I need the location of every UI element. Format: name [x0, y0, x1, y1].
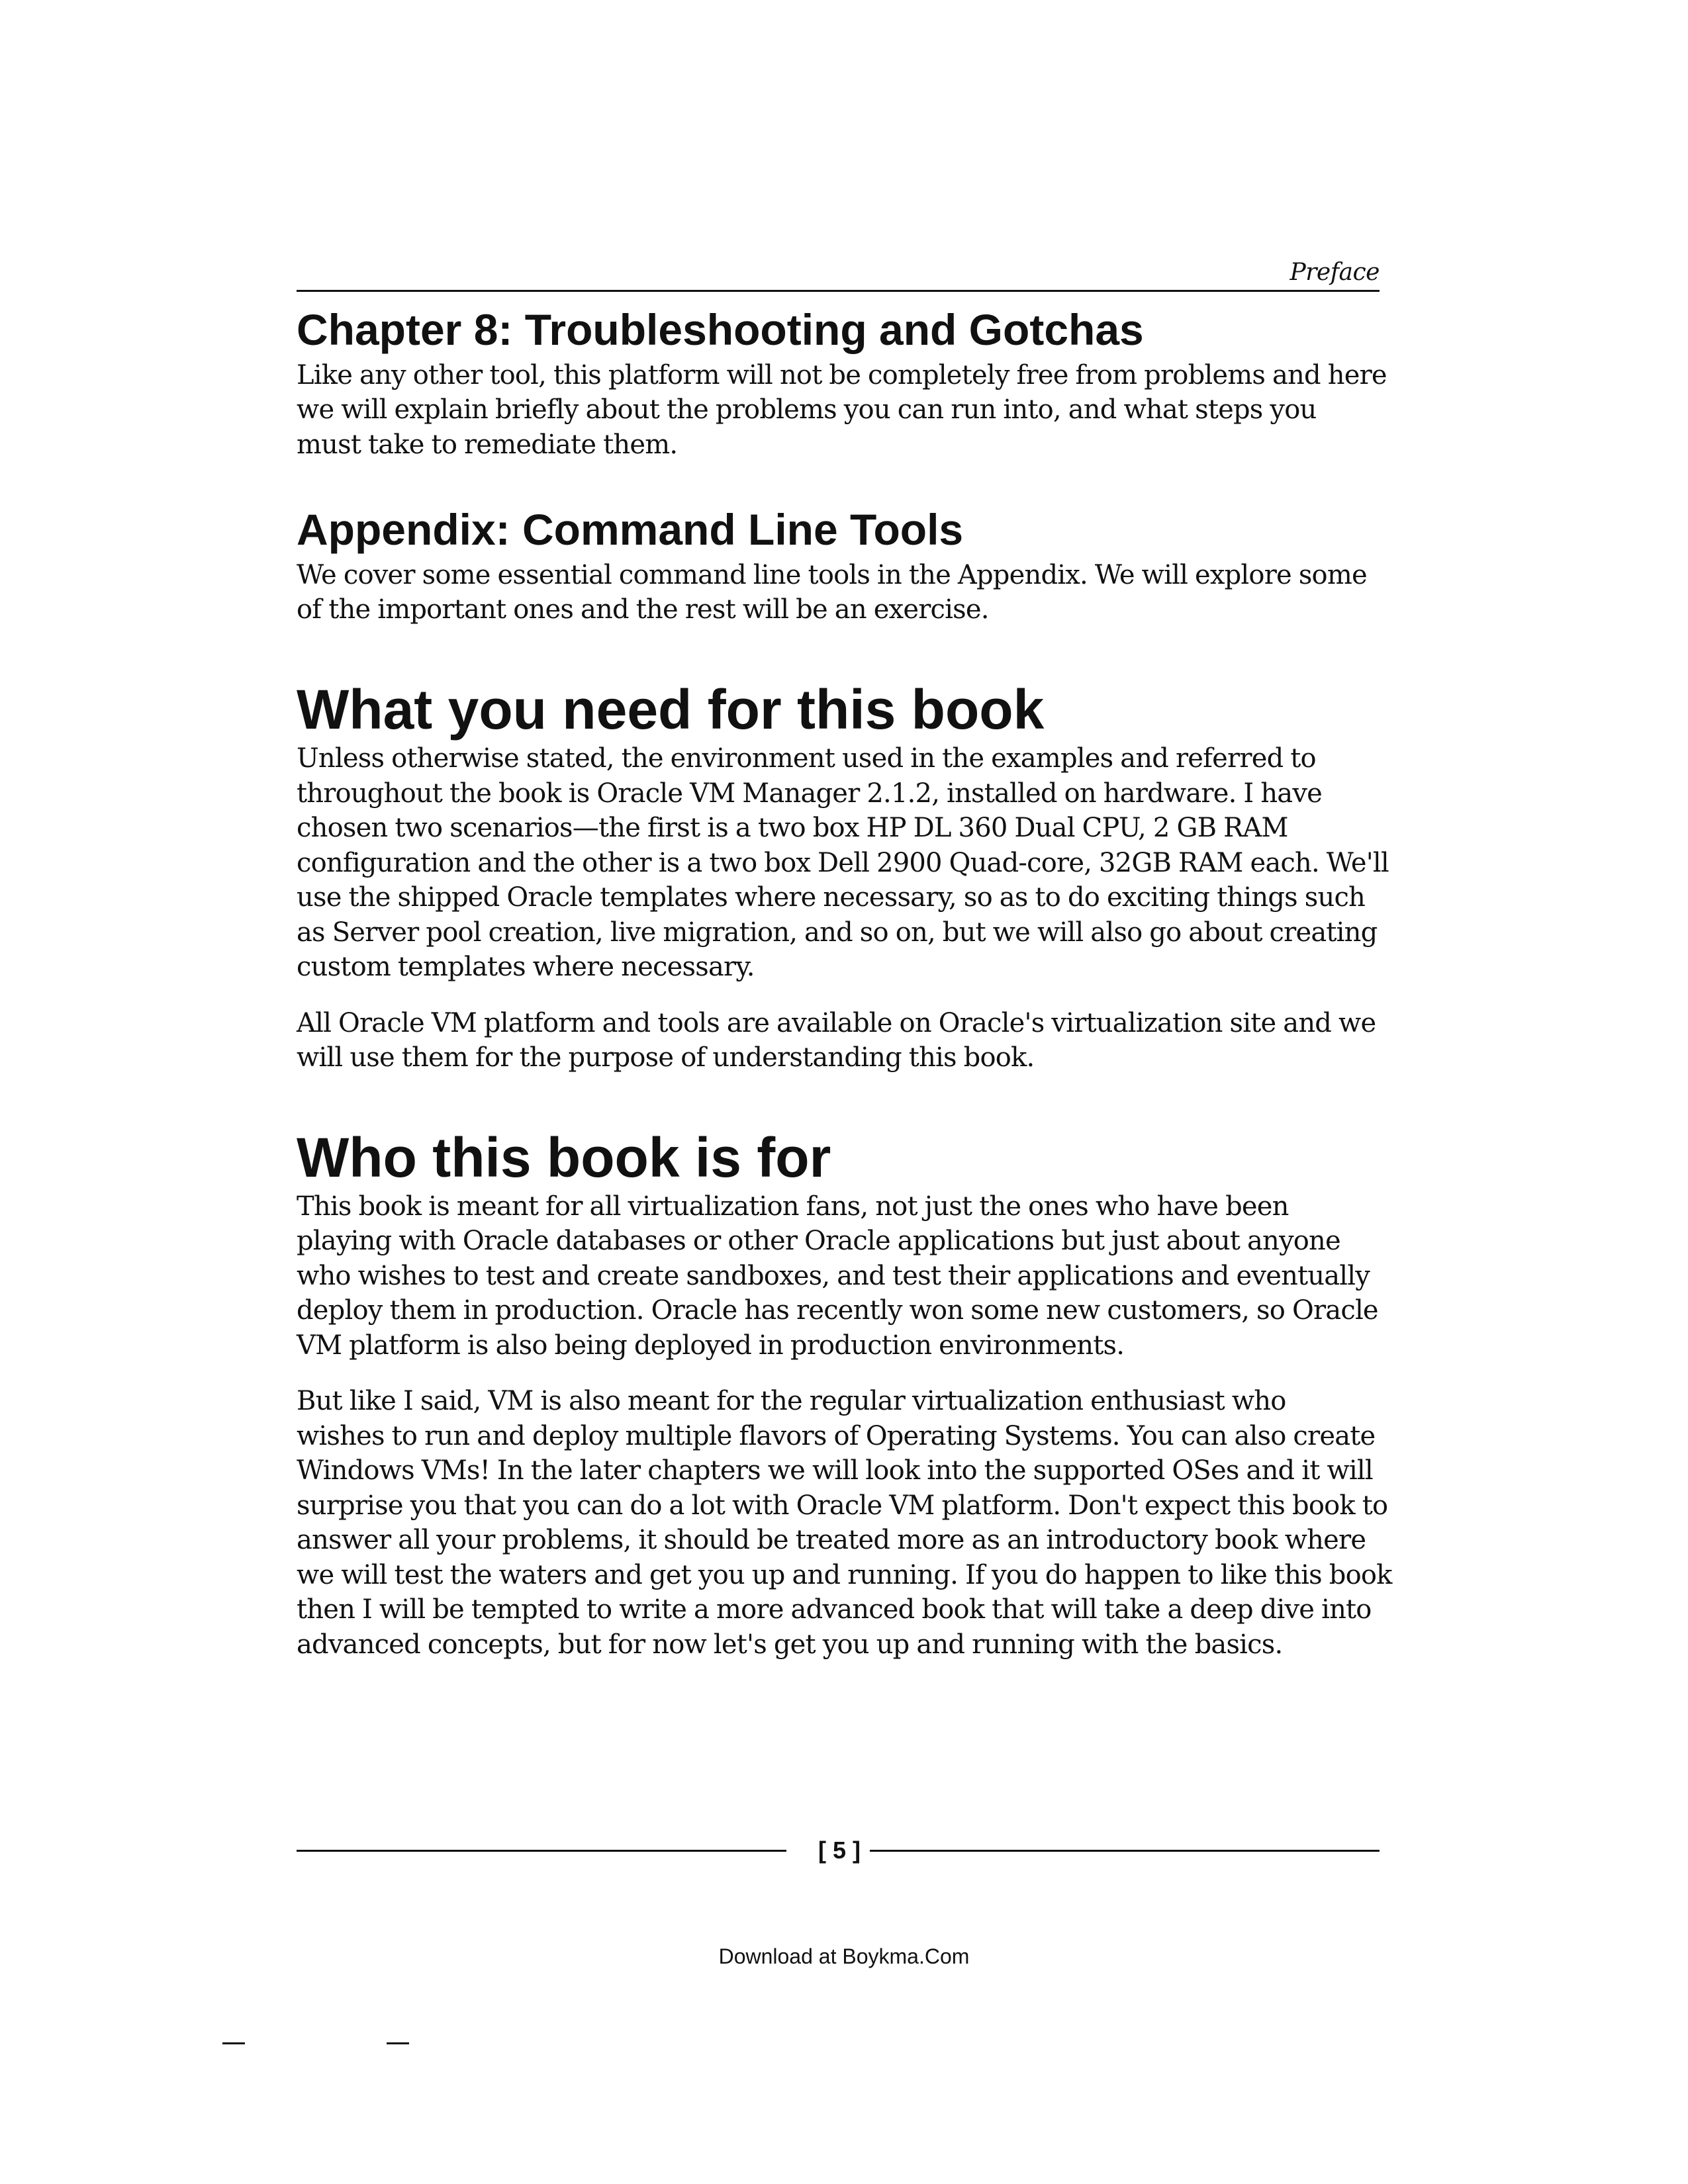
text-line: answer all your problems, it should be treated more as an introductory book where — [297, 1525, 1366, 1556]
text-line: This book is meant for all virtualization fans, not just the ones who have been — [297, 1191, 1289, 1222]
text-line: configuration and the other is a two box Dell 2900 Quad-core, 32GB RAM each. We'll — [297, 847, 1389, 878]
page-footer — [297, 1832, 1380, 1869]
text-line: throughout the book is Oracle VM Manager 2.1.2, installed on hardware. I have — [297, 778, 1322, 809]
text-line: chosen two scenarios—the first is a two box HP DL 360 Dual CPU, 2 GB RAM — [297, 813, 1288, 844]
chapter8-paragraph — [297, 358, 1389, 463]
text-line: surprise you that you can do a lot with Oracle VM platform. Don't expect this book to — [297, 1490, 1388, 1521]
download-note: Download at Boykma.Com — [718, 1944, 970, 1968]
running-head-title: Preface — [1289, 259, 1380, 286]
text-line: custom templates where necessary. — [297, 952, 755, 983]
text-line: deploy them in production. Oracle has recently won some new customers, so Oracle — [297, 1295, 1378, 1326]
appendix-paragraph — [297, 558, 1389, 627]
what-you-need-paragraph-2 — [297, 1006, 1389, 1075]
text-line: wishes to run and deploy multiple flavors of Operating Systems. You can also create — [297, 1420, 1376, 1451]
text-line: we will test the waters and get you up and running. If you do happen to like this book — [297, 1559, 1392, 1590]
text-line: Unless otherwise stated, the environment used in the examples and referred to — [297, 743, 1316, 774]
page-number: [ 5 ] — [818, 1837, 861, 1864]
what-you-need-paragraph-1 — [297, 741, 1389, 985]
appendix-heading: Appendix: Command Line Tools — [297, 505, 964, 555]
text-line: All Oracle VM platform and tools are available on Oracle's virtualization site and we — [297, 1007, 1376, 1038]
who-for-heading: Who this book is for — [297, 1126, 831, 1189]
text-line: must take to remediate them. — [297, 429, 678, 460]
text-line: Windows VMs! In the later chapters we will look into the supported OSes and it will — [297, 1455, 1373, 1486]
who-for-paragraph-1 — [297, 1189, 1389, 1363]
text-line: advanced concepts, but for now let's get you up and running with the basics. — [297, 1629, 1283, 1660]
footer-rule-right — [870, 1850, 1380, 1852]
text-line: then I will be tempted to write a more advanced book that will take a deep dive into — [297, 1594, 1372, 1625]
text-line: will use them for the purpose of understanding this book. — [297, 1042, 1035, 1073]
crop-mark-right — [387, 2042, 409, 2044]
page-content — [297, 305, 1392, 1662]
text-line: But like I said, VM is also meant for the regular virtualization enthusiast who — [297, 1386, 1286, 1417]
text-line: We cover some essential command line tools in the Appendix. We will explore some — [297, 559, 1367, 590]
chapter8-heading: Chapter 8: Troubleshooting and Gotchas — [297, 305, 1144, 354]
running-head — [297, 257, 1380, 292]
what-you-need-heading: What you need for this book — [297, 678, 1045, 741]
footer-rule-left — [297, 1850, 786, 1852]
who-for-paragraph-2 — [297, 1384, 1392, 1662]
crop-mark-left — [222, 2042, 245, 2044]
text-line: playing with Oracle databases or other Oracle applications but just about anyone — [297, 1226, 1340, 1257]
text-line: we will explain briefly about the problems you can run into, and what steps you — [297, 394, 1317, 426]
text-line: of the important ones and the rest will be an exercise. — [297, 594, 989, 625]
text-line: who wishes to test and create sandboxes, and test their applications and eventually — [297, 1260, 1370, 1291]
text-line: Like any other tool, this platform will not be completely free from problems and here — [297, 359, 1387, 390]
text-line: VM platform is also being deployed in production environments. — [297, 1330, 1125, 1361]
text-line: as Server pool creation, live migration, and so on, but we will also go about creating — [297, 917, 1378, 948]
text-line: use the shipped Oracle templates where necessary, so as to do exciting things such — [297, 882, 1366, 913]
